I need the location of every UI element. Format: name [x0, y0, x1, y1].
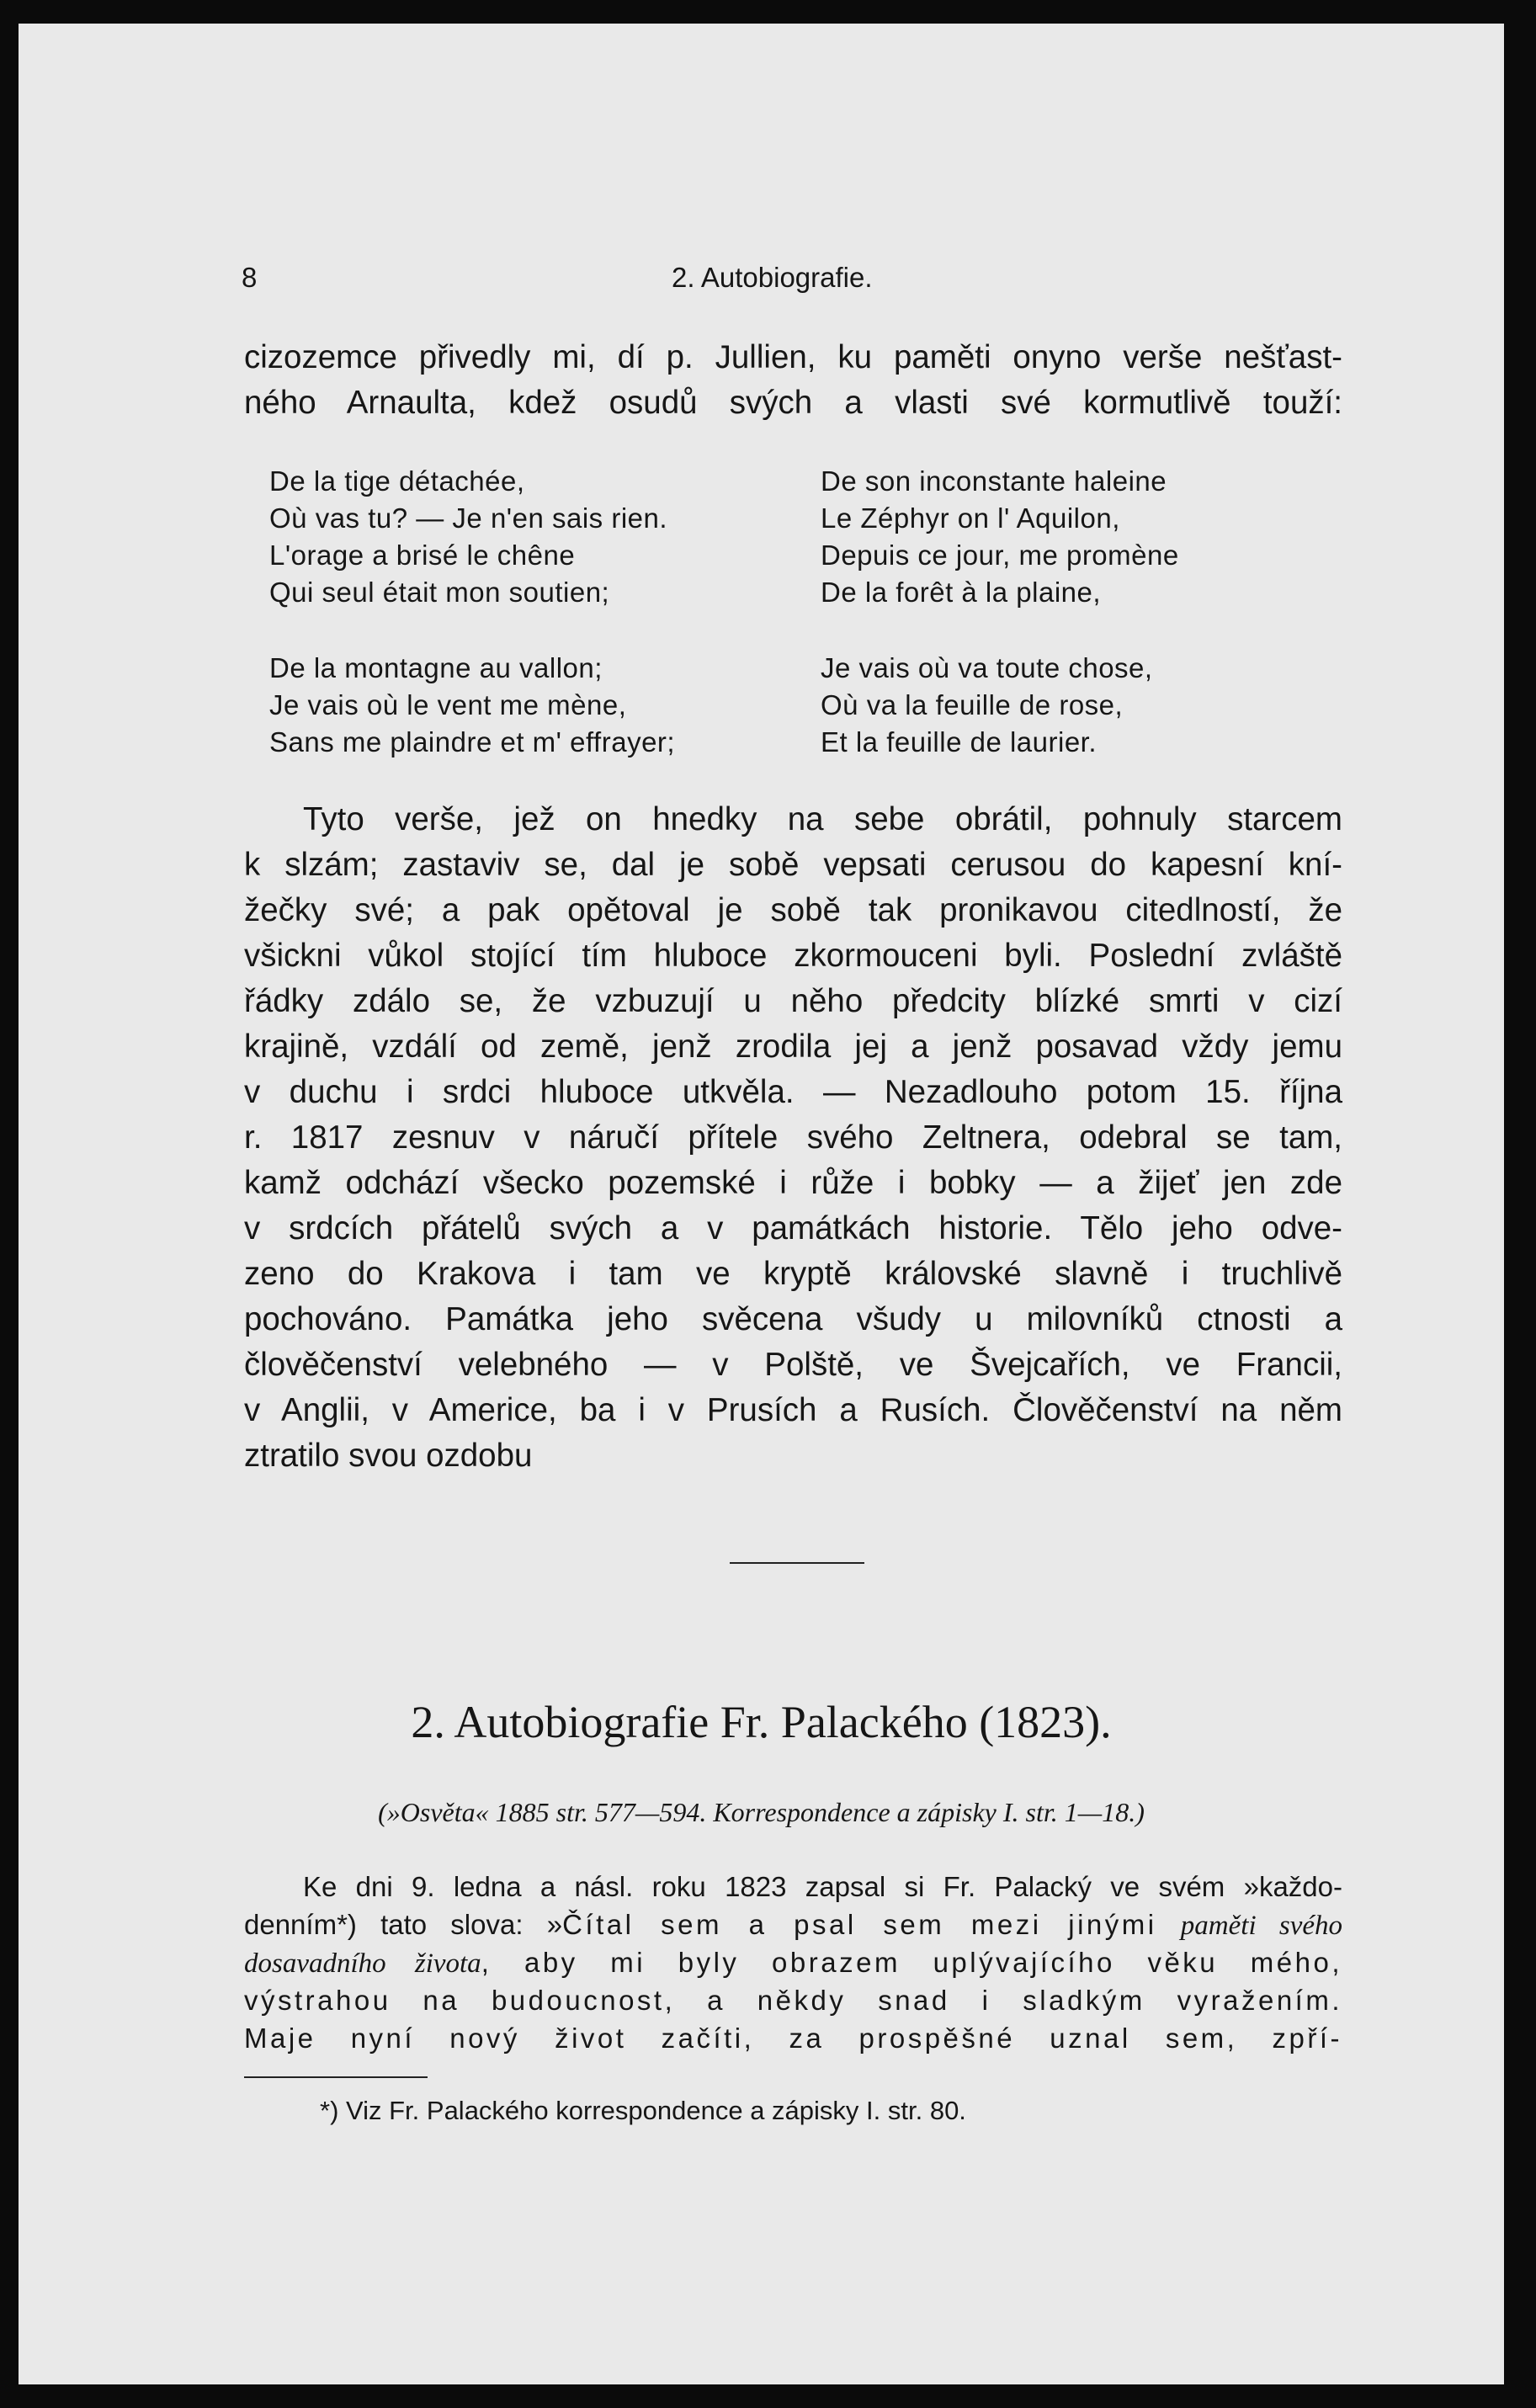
paragraph-line: člověčenství velebného — v Polště, ve Švejcařích, ve Francii, [244, 1347, 1342, 1383]
footnote-rule [244, 2076, 428, 2078]
poem-right-line: De son inconstante haleine [821, 465, 1167, 497]
paragraph-line: v duchu i srdci hluboce utkvěla. — Nezadlouho potom 15. října [244, 1074, 1342, 1110]
poem-left-line: Sans me plaindre et m' effrayer; [269, 726, 676, 757]
paragraph-line: pochováno. Památka jeho svěcena všudy u milovníků ctnosti a [244, 1301, 1342, 1337]
poem-left-line: Je vais où le vent me mène, [269, 689, 627, 720]
running-title: 2. Autobiografie. [672, 262, 873, 293]
poem-left-line: De la montagne au vallon; [269, 652, 603, 683]
poem-right-line: Où va la feuille de rose, [821, 689, 1124, 720]
poem-right-line: Je vais où va toute chose, [821, 652, 1153, 683]
paragraph-line: v Anglii, v Americe, ba i v Prusích a Rusích. Člověčenství na něm [244, 1392, 1342, 1428]
paragraph-line: k slzám; zastaviv se, dal je sobě vepsati cerusou do kapesní kní- [244, 847, 1342, 883]
autobio-line: Ke dni 9. ledna a násl. roku 1823 zapsal si Fr. Palacký ve svém »každo- [303, 1871, 1342, 1902]
paragraph-line: všickni vůkol stojící tím hluboce zkormouceni byli. Poslední zvláště [244, 938, 1342, 974]
paragraph-line: v srdcích přátelů svých a v památkách historie. Tělo jeho odve- [244, 1210, 1342, 1247]
paragraph-line: kamž odchází všecko pozemské i růže i bobky — a žijeť jen zde [244, 1165, 1342, 1201]
poem-right-line: De la forêt à la plaine, [821, 577, 1102, 608]
section-source: (»Osvěta« 1885 str. 577—594. Korrespondence a zápisky I. str. 1—18.) [378, 1797, 1145, 1827]
page-number: 8 [242, 262, 258, 293]
intro-line: ného Arnaulta, kdež osudů svých a vlasti své kormutlivě touží: [244, 385, 1342, 421]
footnote: *) Viz Fr. Palackého korrespondence a zápisky I. str. 80. [320, 2096, 966, 2125]
poem-right-line: Le Zéphyr on l' Aquilon, [821, 502, 1120, 534]
paragraph-line: Tyto verše, jež on hnedky na sebe obrátil, pohnuly starcem [303, 801, 1342, 837]
autobio-quote: Čítal sem a psal sem mezi jinými [562, 1909, 1157, 1940]
poem-left-line: Qui seul était mon soutien; [269, 577, 610, 608]
autobio-line [244, 1909, 1342, 1942]
poem-right-line: Et la feuille de laurier. [821, 726, 1098, 757]
paragraph-line: krajině, vzdálí od země, jenž zrodila jej a jenž posavad vždy jemu [244, 1029, 1342, 1065]
poem-right-line: Depuis ce jour, me promène [821, 540, 1179, 571]
paragraph-line: řádky zdálo se, že vzbuzují u něho předcity blízké smrti v cizí [244, 983, 1342, 1019]
autobio-line [244, 1947, 1342, 1980]
book-page [19, 24, 1504, 2384]
autobio-line: Maje nyní nový život začíti, za prospěšné uznal sem, zpří- [244, 2023, 1342, 2054]
intro-line: cizozemce přivedly mi, dí p. Jullien, ku paměti onyno verše nešťast- [244, 339, 1342, 375]
autobio-italic: paměti svého [1180, 1911, 1343, 1941]
poem-left-line: De la tige détachée, [269, 465, 525, 497]
paragraph-line: žečky své; a pak opětoval je sobě tak pronikavou citedlností, že [244, 892, 1342, 928]
poem-left-line: Où vas tu? — Je n'en sais rien. [269, 502, 668, 534]
autobio-line: výstrahou na budoucnost, a někdy snad i sladkým vyražením. [244, 1985, 1342, 2016]
paragraph-line: zeno do Krakova i tam ve kryptě královské slavně i truchlivě [244, 1256, 1342, 1292]
poem-left-line: L'orage a brisé le chêne [269, 540, 576, 571]
section-title: 2. Autobiografie Fr. Palackého (1823). [411, 1697, 1112, 1747]
section-divider [730, 1562, 864, 1564]
paragraph-line: r. 1817 zesnuv v náručí přítele svého Zeltnera, odebral se tam, [244, 1119, 1342, 1156]
paragraph-line: ztratilo svou ozdobu [244, 1438, 533, 1474]
autobio-italic: dosavadního života [244, 1948, 481, 1979]
autobio-quote: , aby mi byly obrazem uplývajícího věku mého, [481, 1947, 1342, 1978]
autobio-text: denním*) tato slova: » [244, 1909, 563, 1940]
